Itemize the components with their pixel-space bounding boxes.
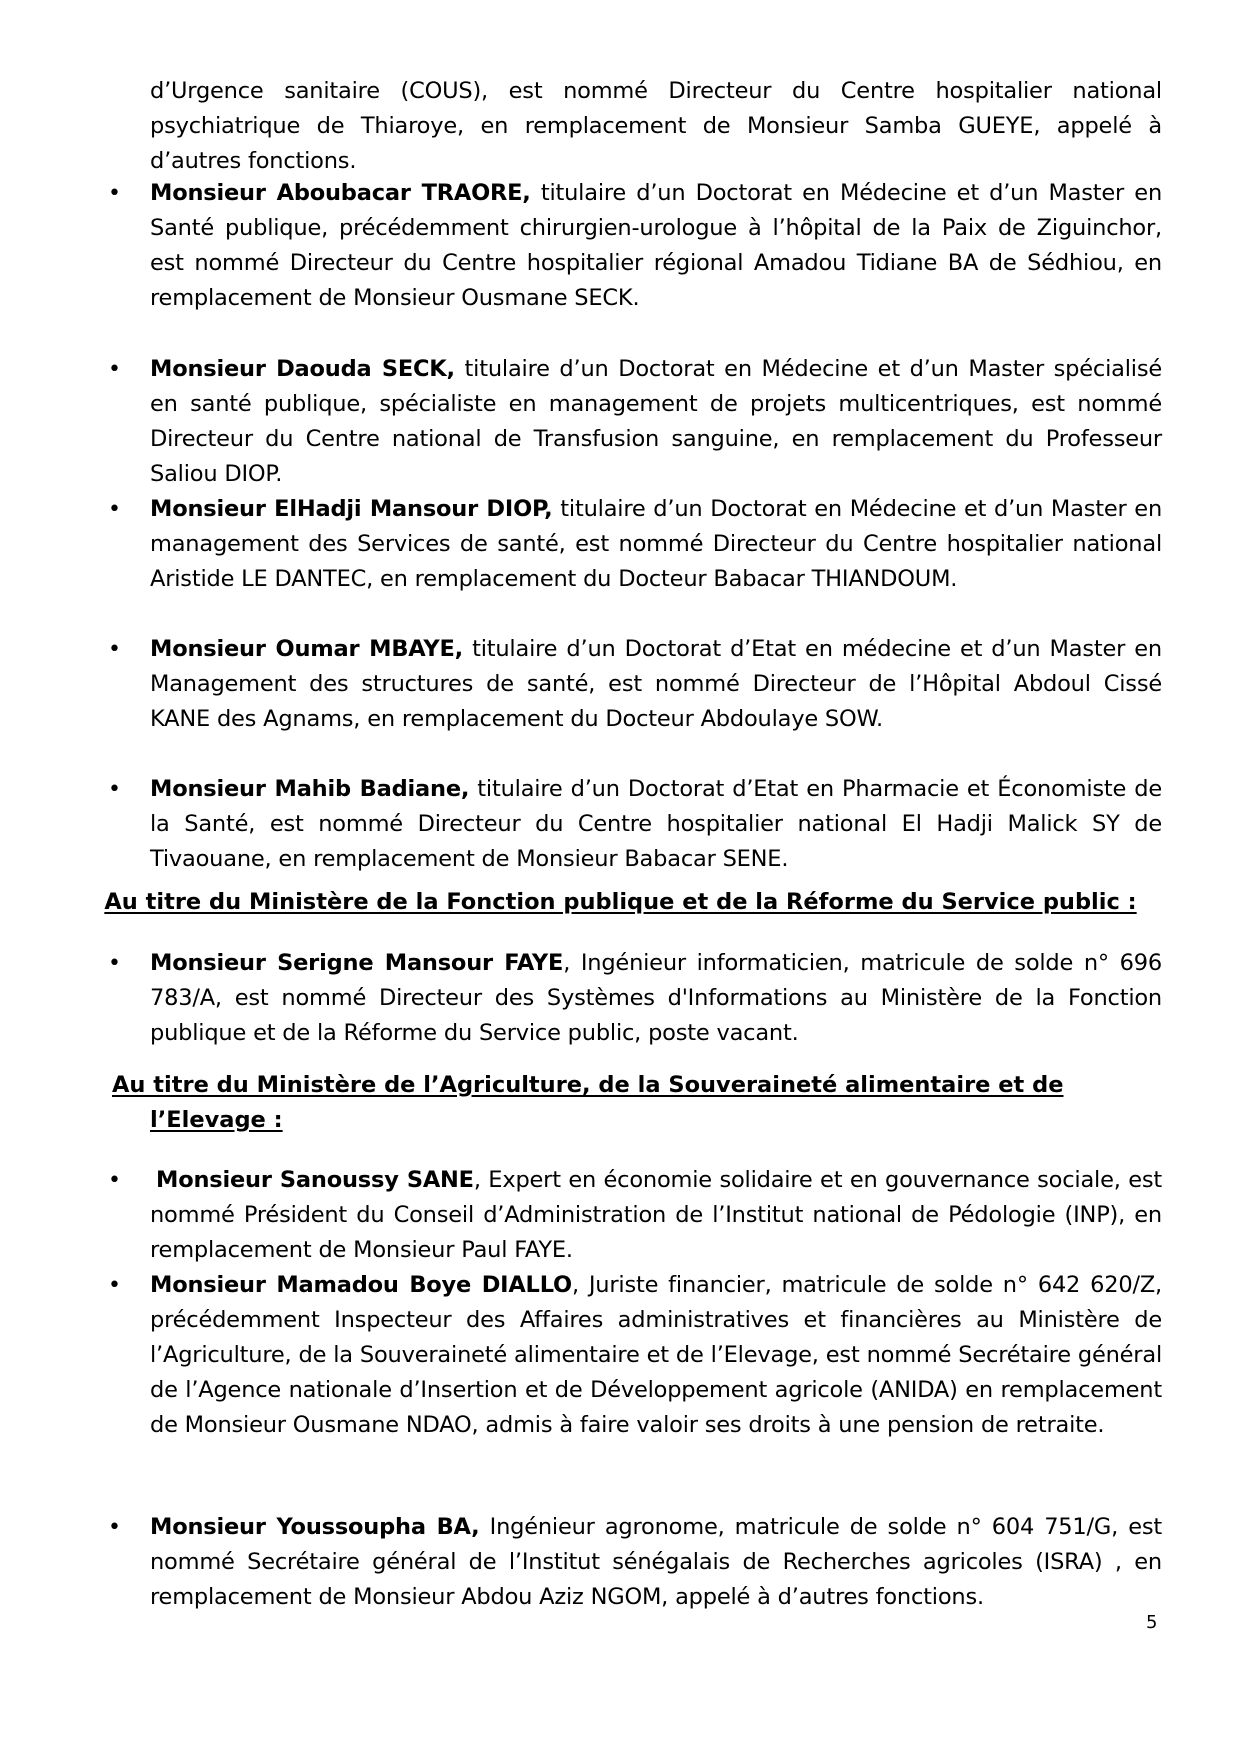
appointment-paragraph-diop [150, 492, 1162, 597]
bullet-icon: • [108, 181, 121, 206]
appointment-text: , Juriste financier, matricule de solde n° 642 620/Z, précédemment Inspecteur des Affaires administratives et financières au Ministère de l’Agriculture, de la Souveraineté alimentaire et de l’Elevage, est nommé Secrétaire général de l’Agence nationale d’Insertion et de Développement agricole (ANIDA) en remplacement de Monsieur Ousmane NDAO, admis à faire valoir ses droits à une pension de retraite. [150, 1272, 1162, 1438]
appointment-paragraph-badiane [150, 772, 1162, 877]
bullet-icon: • [108, 777, 121, 802]
appointment-paragraph-sane [150, 1163, 1162, 1268]
appointment-text: , Expert en économie solidaire et en gouvernance sociale, est nommé Président du Conseil d’Administration de l’Institut national de Pédologie (INP), en remplacement de Monsieur Paul FAYE. [150, 1167, 1162, 1263]
bullet-icon: • [108, 1273, 121, 1298]
appointee-name: Monsieur Mamadou Boye DIALLO [150, 1272, 572, 1298]
bullet-icon: • [108, 1515, 121, 1540]
appointment-paragraph-mbaye [150, 632, 1162, 737]
appointee-name: Monsieur Daouda SECK, [150, 356, 455, 382]
intro-continuation-paragraph [150, 74, 1162, 179]
bullet-icon: • [108, 637, 121, 662]
page-number: 5 [1146, 1612, 1158, 1633]
section-heading-agriculture-line2: l’Elevage : [150, 1107, 283, 1133]
appointment-paragraph-faye [150, 946, 1162, 1051]
appointment-paragraph-diallo [150, 1268, 1162, 1443]
appointee-name: Monsieur Mahib Badiane, [150, 776, 470, 802]
appointee-name: Monsieur Oumar MBAYE, [150, 636, 463, 662]
section-heading-agriculture-line1: Au titre du Ministère de l’Agriculture, de la Souveraineté alimentaire et de [112, 1072, 1064, 1098]
appointment-paragraph-ba [150, 1510, 1162, 1615]
bullet-icon: • [108, 951, 121, 976]
appointment-text: titulaire d’un Doctorat en Médecine et d’un Master en management des Services de santé, est nommé Directeur du Centre hospitalier national Aristide LE DANTEC, en remplacement du Docteur Babacar THIANDOUM. [150, 496, 1162, 592]
appointment-text: titulaire d’un Doctorat en Médecine et d’un Master spécialisé en santé publique, spécialiste en management de projets multicentriques, est nommé Directeur du Centre national de Transfusion sanguine, en remplacement du Professeur Saliou DIOP. [150, 356, 1162, 487]
appointment-text: titulaire d’un Doctorat d’Etat en Pharmacie et Économiste de la Santé, est nommé Directeur du Centre hospitalier national El Hadji Malick SY de Tivaouane, en remplacement de Monsieur Babacar SENE. [150, 776, 1162, 872]
appointment-text: titulaire d’un Doctorat en Médecine et d’un Master en Santé publique, précédemment chirurgien-urologue à l’hôpital de la Paix de Ziguinchor, est nommé Directeur du Centre hospitalier régional Amadou Tidiane BA de Sédhiou, en remplacement de Monsieur Ousmane SECK. [150, 180, 1162, 311]
appointment-paragraph-seck [150, 352, 1162, 492]
bullet-icon: • [108, 1168, 121, 1193]
appointment-text: titulaire d’un Doctorat d’Etat en médecine et d’un Master en Management des structures de santé, est nommé Directeur de l’Hôpital Abdoul Cissé KANE des Agnams, en remplacement du Docteur Abdoulaye SOW. [150, 636, 1162, 732]
appointee-name: Monsieur Sanoussy SANE [156, 1167, 474, 1193]
bullet-icon: • [108, 357, 121, 382]
intro-continuation-text: d’Urgence sanitaire (COUS), est nommé Directeur du Centre hospitalier national psychiatrique de Thiaroye, en remplacement de Monsieur Samba GUEYE, appelé à d’autres fonctions. [150, 78, 1162, 174]
appointee-name: Monsieur ElHadji Mansour DIOP, [150, 496, 553, 522]
appointee-name: Monsieur Aboubacar TRAORE, [150, 180, 531, 206]
appointee-name: Monsieur Serigne Mansour FAYE [150, 950, 564, 976]
appointee-name: Monsieur Youssoupha BA, [150, 1514, 480, 1540]
appointment-text: Ingénieur agronome, matricule de solde n° 604 751/G, est nommé Secrétaire général de l’Institut sénégalais de Recherches agricoles (ISRA) , en remplacement de Monsieur Abdou Aziz NGOM, appelé à d’autres fonctions. [150, 1514, 1162, 1610]
bullet-icon: • [108, 497, 121, 522]
appointment-paragraph-traore [150, 176, 1162, 316]
section-heading-fonction-publique: Au titre du Ministère de la Fonction publique et de la Réforme du Service public : [104, 889, 1137, 915]
appointment-text: , Ingénieur informaticien, matricule de solde n° 696 783/A, est nommé Directeur des Systèmes d'Informations au Ministère de la Fonction publique et de la Réforme du Service public, poste vacant. [150, 950, 1162, 1046]
